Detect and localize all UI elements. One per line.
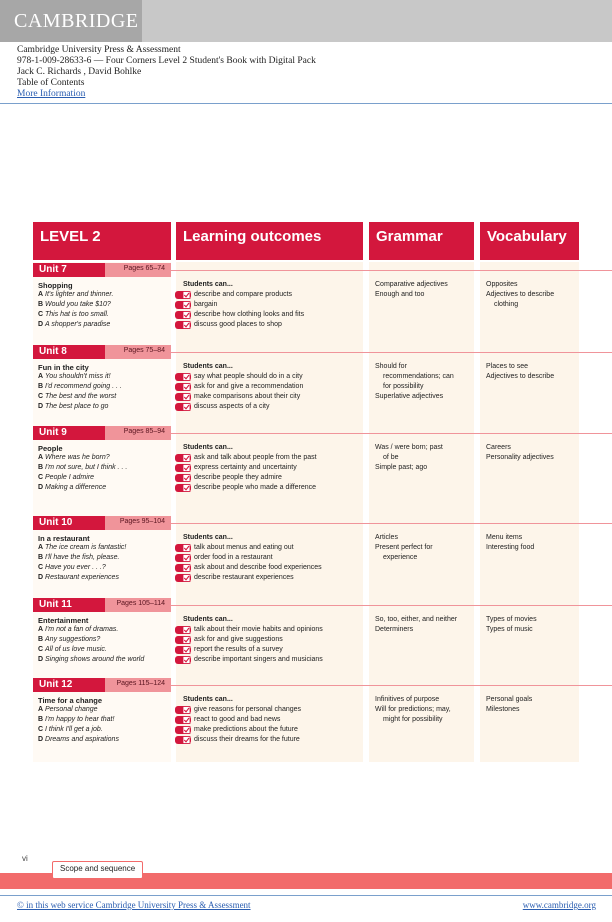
unit-divider-line (171, 523, 612, 524)
lesson-item (38, 543, 126, 553)
outcome-text: ask for and give suggestions (194, 636, 283, 643)
outcome-text: bargain (194, 301, 218, 308)
outcome-item (175, 453, 317, 463)
lesson-title: Dreams and aspirations (45, 736, 119, 743)
lesson-letter: C (38, 564, 44, 571)
outcome-item (175, 300, 304, 310)
grammar-item: Was / were born; past (375, 444, 443, 451)
grammar-item: So, too, either, and neither (375, 616, 458, 623)
lesson-title: All of us love music. (45, 646, 107, 653)
unit-pages: Pages 85–94 (123, 428, 165, 435)
outcome-text: say what people should do in a city (194, 373, 303, 380)
outcomes-header: Learning outcomes (176, 222, 363, 260)
vocabulary-list (486, 443, 576, 463)
grammar-item: Comparative adjectives (375, 281, 448, 288)
unit-band (33, 678, 171, 692)
outcome-item (175, 635, 323, 645)
vocabulary-list (486, 615, 576, 635)
vocabulary-list (486, 695, 576, 715)
outcome-item (175, 382, 303, 392)
grammar-list (375, 533, 475, 563)
lesson-item (38, 463, 127, 473)
lesson-letter: D (38, 574, 44, 581)
outcome-text: describe people who made a difference (194, 484, 317, 491)
grammar-item: Determiners (375, 626, 414, 633)
lesson-list (38, 705, 119, 745)
students-can-label: Students can... (183, 281, 233, 288)
outcome-text: react to good and bad news (194, 716, 281, 723)
checkbox-icon (175, 626, 191, 634)
lesson-title: I'm not a fan of dramas. (45, 626, 119, 633)
grammar-item: experience (383, 554, 418, 561)
vocabulary-item: Milestones (486, 706, 520, 713)
lesson-item (38, 625, 144, 635)
unit-label: Unit 9 (39, 427, 67, 438)
lesson-item (38, 372, 122, 382)
vocabulary-item: Careers (486, 444, 511, 451)
lesson-list (38, 625, 144, 665)
unit-band (33, 598, 171, 612)
grammar-item: Enough and too (375, 291, 425, 298)
unit-title: Shopping (38, 281, 73, 290)
grammar-item: Superlative adjectives (375, 393, 444, 400)
unit-pages: Pages 105–114 (116, 600, 165, 607)
checkbox-icon (175, 544, 191, 552)
lesson-item (38, 725, 119, 735)
lesson-title: The ice cream is fantastic! (45, 544, 127, 551)
outcome-item (175, 625, 323, 635)
outcome-item (175, 290, 304, 300)
lesson-item (38, 735, 119, 745)
grammar-item: recommendations; can (383, 373, 454, 380)
checkbox-icon (175, 291, 191, 299)
lesson-title: Where was he born? (45, 454, 110, 461)
outcome-text: describe people they admire (194, 474, 282, 481)
outcome-item (175, 655, 323, 665)
lesson-list (38, 372, 122, 412)
grammar-item: Infinitives of purpose (375, 696, 440, 703)
outcome-text: ask about and describe food experiences (194, 564, 322, 571)
checkbox-icon (175, 321, 191, 329)
vocabulary-column-panel (480, 262, 579, 762)
outcome-item (175, 392, 303, 402)
section-name: Table of Contents (17, 78, 85, 88)
vocabulary-item: Types of movies (486, 616, 537, 623)
lesson-list (38, 453, 127, 493)
outcome-text: talk about their movie habits and opinions (194, 626, 323, 633)
lesson-item (38, 382, 122, 392)
lesson-item (38, 453, 127, 463)
outcome-text: ask for and give a recommendation (194, 383, 304, 390)
outcome-item (175, 573, 322, 583)
checkbox-icon (175, 373, 191, 381)
lesson-letter: D (38, 403, 44, 410)
unit-pages: Pages 75–84 (123, 347, 165, 354)
checkbox-icon (175, 656, 191, 664)
vocabulary-item: Personal goals (486, 696, 533, 703)
students-can-label: Students can... (183, 534, 233, 541)
authors: Jack C. Richards , David Bohlke (17, 67, 142, 77)
vocabulary-list (486, 533, 576, 553)
lesson-item (38, 473, 127, 483)
vocabulary-item: clothing (494, 301, 519, 308)
lesson-item (38, 310, 113, 320)
outcome-text: talk about menus and eating out (194, 544, 294, 551)
checkbox-icon (175, 736, 191, 744)
checkbox-icon (175, 403, 191, 411)
grammar-list (375, 443, 475, 473)
checkbox-icon (175, 636, 191, 644)
outcome-item (175, 725, 301, 735)
logo-text: CAMBRIDGE (14, 10, 139, 32)
grammar-list (375, 615, 475, 635)
lesson-title: I'd recommend going . . . (45, 383, 122, 390)
grammar-item: Present perfect for (375, 544, 433, 551)
outcome-text: discuss aspects of a city (194, 403, 270, 410)
page-number: vi (22, 854, 28, 863)
unit-divider-line (171, 685, 612, 686)
checkbox-icon (175, 454, 191, 462)
grammar-list (375, 280, 475, 300)
lesson-title: You shouldn't miss it! (45, 373, 111, 380)
checkbox-icon (175, 393, 191, 401)
lesson-item (38, 563, 126, 573)
checkbox-icon (175, 574, 191, 582)
students-can-label: Students can... (183, 363, 233, 370)
lesson-letter: B (38, 301, 44, 308)
outcome-text: describe important singers and musicians (194, 656, 323, 663)
checkbox-icon (175, 301, 191, 309)
unit-label: Unit 10 (39, 517, 73, 528)
unit-divider-line (171, 433, 612, 434)
unit-band (33, 263, 171, 277)
lesson-title: The best and the worst (45, 393, 117, 400)
lesson-item (38, 645, 144, 655)
lesson-title: I think I'll get a job. (45, 726, 103, 733)
unit-title: People (38, 444, 63, 453)
lesson-title: Personal change (45, 706, 98, 713)
unit-title: Fun in the city (38, 363, 89, 372)
lesson-letter: A (38, 454, 44, 461)
outcome-item (175, 310, 304, 320)
unit-divider-line (171, 352, 612, 353)
lesson-title: The best place to go (45, 403, 109, 410)
lesson-letter: B (38, 716, 44, 723)
vocabulary-list (486, 280, 576, 310)
lesson-list (38, 290, 113, 330)
lesson-item (38, 300, 113, 310)
lesson-item (38, 402, 122, 412)
outcome-item (175, 372, 303, 382)
checkbox-icon (175, 716, 191, 724)
lesson-item (38, 573, 126, 583)
unit-pages: Pages 95–104 (119, 518, 165, 525)
lesson-letter: B (38, 636, 44, 643)
outcome-item (175, 563, 322, 573)
checkbox-icon (175, 564, 191, 572)
outcome-text: make predictions about the future (194, 726, 298, 733)
outcome-item (175, 553, 322, 563)
lesson-letter: A (38, 626, 44, 633)
footer-divider (0, 895, 612, 896)
vocabulary-item: Adjectives to describe (486, 291, 555, 298)
lesson-title: A shopper's paradise (45, 321, 111, 328)
unit-divider-line (171, 270, 612, 271)
lesson-list (38, 543, 126, 583)
grammar-item: Articles (375, 534, 398, 541)
lesson-letter: A (38, 544, 44, 551)
lesson-letter: B (38, 554, 44, 561)
outcome-item (175, 715, 301, 725)
unit-divider-line (171, 605, 612, 606)
outcome-text: give reasons for personal changes (194, 706, 302, 713)
outcome-item (175, 735, 301, 745)
lesson-title: People I admire (45, 474, 95, 481)
copyright-link[interactable]: © in this web service Cambridge University Press & Assessment (17, 900, 251, 910)
lesson-letter: A (38, 373, 44, 380)
outcome-text: describe and compare products (194, 291, 293, 298)
lesson-letter: D (38, 321, 44, 328)
publisher: Cambridge University Press & Assessment (17, 45, 181, 55)
outcome-item (175, 543, 322, 553)
lesson-letter: A (38, 706, 44, 713)
grammar-item: Simple past; ago (375, 464, 428, 471)
outcome-item (175, 483, 317, 493)
students-can-label: Students can... (183, 616, 233, 623)
header-divider (0, 103, 612, 104)
outcome-text: express certainty and uncertainty (194, 464, 297, 471)
book-meta (17, 45, 316, 100)
unit-label: Unit 12 (39, 679, 73, 690)
outcome-item (175, 473, 317, 483)
lesson-title: Any suggestions? (45, 636, 101, 643)
outcomes-list (175, 453, 317, 493)
outcome-text: describe how clothing looks and fits (194, 311, 305, 318)
outcome-item (175, 645, 323, 655)
outcome-text: discuss their dreams for the future (194, 736, 300, 743)
outcomes-list (175, 705, 301, 745)
outcome-item (175, 705, 301, 715)
lesson-letter: D (38, 736, 44, 743)
outcomes-list (175, 543, 322, 583)
lesson-item (38, 320, 113, 330)
outcomes-column-panel (176, 262, 363, 762)
grammar-item: Should for (375, 363, 407, 370)
vocabulary-item: Personality adjectives (486, 454, 554, 461)
unit-label: Unit 11 (39, 599, 72, 610)
grammar-list (375, 695, 475, 725)
lesson-item (38, 483, 127, 493)
checkbox-icon (175, 646, 191, 654)
outcome-item (175, 320, 304, 330)
grammar-item: might for possibility (383, 716, 443, 723)
unit-title: Entertainment (38, 616, 89, 625)
section-tag: Scope and sequence (52, 861, 143, 879)
vocabulary-item: Adjectives to describe (486, 373, 555, 380)
unit-band (33, 345, 171, 359)
unit-title: In a restaurant (38, 534, 90, 543)
lesson-title: Making a difference (45, 484, 107, 491)
outcome-text: report the results of a survey (194, 646, 283, 653)
grammar-column-panel (369, 262, 474, 762)
grammar-item: of be (383, 454, 399, 461)
lesson-title: Singing shows around the world (45, 656, 145, 663)
lesson-letter: D (38, 656, 44, 663)
lesson-letter: B (38, 464, 44, 471)
grammar-list (375, 362, 475, 402)
lesson-title: It's lighter and thinner. (45, 291, 114, 298)
checkbox-icon (175, 484, 191, 492)
unit-band (33, 516, 171, 530)
lesson-title: Restaurant experiences (45, 574, 119, 581)
outcomes-list (175, 625, 323, 665)
lesson-item (38, 290, 113, 300)
lesson-title: I'm happy to hear that! (45, 716, 115, 723)
outcome-item (175, 463, 317, 473)
isbn-title: 978-1-009-28633-6 — Four Corners Level 2 Student's Book with Digital Pack (17, 56, 316, 66)
unit-title: Time for a change (38, 696, 103, 705)
lesson-item (38, 655, 144, 665)
lesson-item (38, 392, 122, 402)
outcome-text: describe restaurant experiences (194, 574, 294, 581)
outcome-text: make comparisons about their city (194, 393, 301, 400)
grammar-header: Grammar (369, 222, 474, 260)
students-can-label: Students can... (183, 696, 233, 703)
outcomes-list (175, 372, 303, 412)
brand-bar (0, 0, 612, 42)
lesson-letter: C (38, 646, 44, 653)
lesson-title: I'll have the fish, please. (45, 554, 120, 561)
unit-band (33, 426, 171, 440)
lesson-letter: B (38, 383, 44, 390)
vocabulary-list (486, 362, 576, 382)
lesson-letter: C (38, 393, 44, 400)
lesson-item (38, 553, 126, 563)
cambridge-site-link[interactable]: www.cambridge.org (522, 900, 596, 910)
lesson-letter: C (38, 474, 44, 481)
checkbox-icon (175, 726, 191, 734)
unit-pages: Pages 65–74 (123, 265, 165, 272)
lesson-letter: C (38, 311, 44, 318)
checkbox-icon (175, 464, 191, 472)
checkbox-icon (175, 706, 191, 714)
checkbox-icon (175, 311, 191, 319)
lesson-item (38, 705, 119, 715)
cambridge-logo (0, 0, 142, 42)
unit-pages: Pages 115–124 (116, 680, 165, 687)
vocabulary-item: Menu items (486, 534, 523, 541)
lesson-item (38, 715, 119, 725)
outcome-text: discuss good places to shop (194, 321, 282, 328)
lesson-letter: C (38, 726, 44, 733)
checkbox-icon (175, 474, 191, 482)
grammar-item: for possibility (383, 383, 424, 390)
unit-label: Unit 8 (39, 346, 67, 357)
more-information-link[interactable]: More Information (17, 89, 86, 99)
vocabulary-item: Places to see (486, 363, 529, 370)
grammar-item: Will for predictions; may, (375, 706, 451, 713)
lesson-title: This hat is too small. (45, 311, 109, 318)
vocabulary-item: Types of music (486, 626, 533, 633)
unit-label: Unit 7 (39, 264, 67, 275)
outcome-text: ask and talk about people from the past (194, 454, 317, 461)
checkbox-icon (175, 554, 191, 562)
outcomes-list (175, 290, 304, 330)
lesson-item (38, 635, 144, 645)
checkbox-icon (175, 383, 191, 391)
outcome-text: order food in a restaurant (194, 554, 273, 561)
students-can-label: Students can... (183, 444, 233, 451)
outcome-item (175, 402, 303, 412)
lesson-title: Would you take $10? (45, 301, 111, 308)
vocabulary-item: Interesting food (486, 544, 535, 551)
vocabulary-header: Vocabulary (480, 222, 579, 260)
lesson-letter: D (38, 484, 44, 491)
lesson-letter: A (38, 291, 44, 298)
lesson-title: I'm not sure, but I think . . . (45, 464, 128, 471)
level-header: LEVEL 2 (33, 222, 171, 260)
lesson-title: Have you ever . . .? (45, 564, 106, 571)
vocabulary-item: Opposites (486, 281, 518, 288)
